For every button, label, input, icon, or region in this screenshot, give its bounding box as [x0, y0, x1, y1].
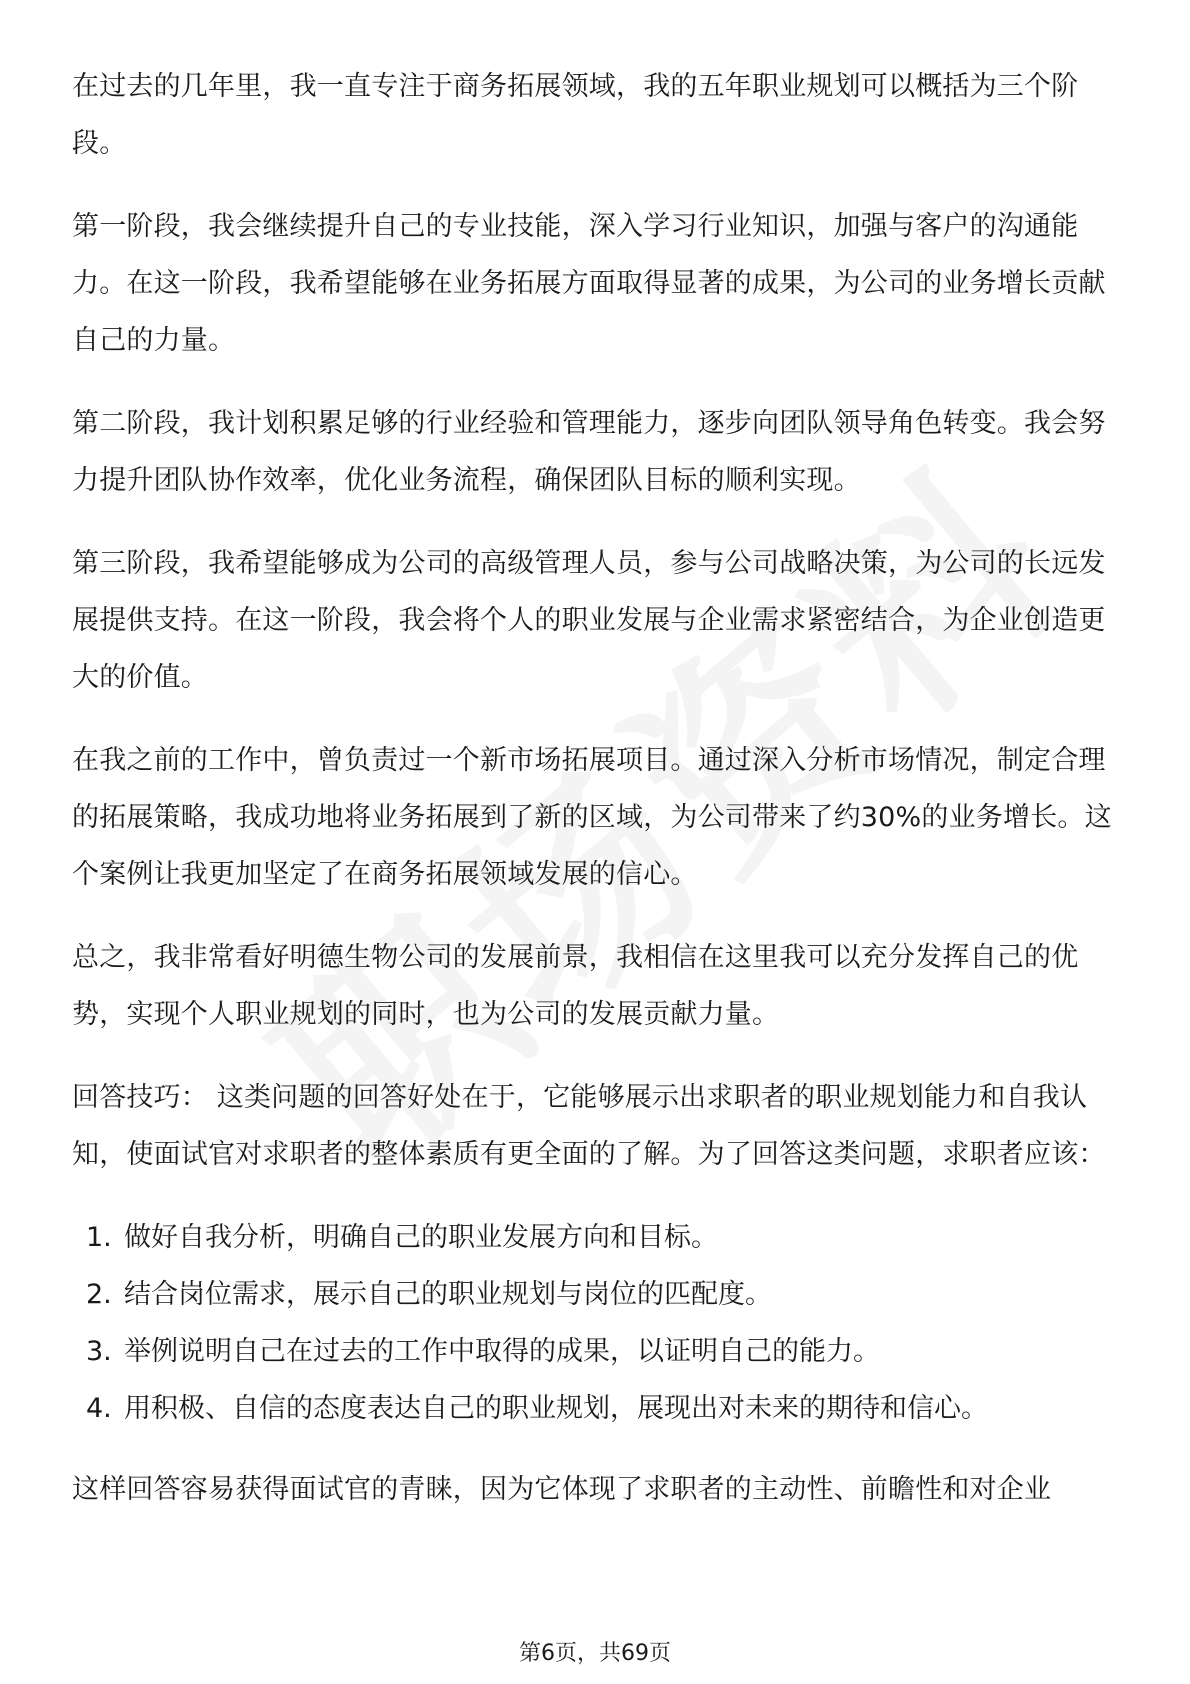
paragraph-stage-one: 第一阶段，我会继续提升自己的专业技能，深入学习行业知识，加强与客户的沟通能力。在这一阶段，我希望能够在业务拓展方面取得显著的成果，为公司的业务增长贡献自己的力量。: [72, 211, 1106, 356]
paragraph-stage-three: 第三阶段，我希望能够成为公司的高级管理人员，参与公司战略决策，为公司的长远发展提供支持。在这一阶段，我会将个人的职业发展与企业需求紧密结合，为企业创造更大的价值。: [72, 548, 1106, 693]
list-item-number: 4.: [86, 1393, 112, 1424]
list-item-number: 3.: [86, 1336, 112, 1367]
page-number-footer: 第6页，共69页: [519, 1641, 671, 1666]
paragraph-summary: 总之，我非常看好明德生物公司的发展前景，我相信在这里我可以充分发挥自己的优势，实现个人职业规划的同时，也为公司的发展贡献力量。: [72, 942, 1079, 1030]
list-item: [72, 1209, 1122, 1266]
paragraph-closing: 这样回答容易获得面试官的青睐，因为它体现了求职者的主动性、前瞻性和对企业: [72, 1474, 1052, 1505]
tips-list: [72, 1209, 1122, 1437]
list-item-number: 1.: [86, 1222, 112, 1253]
paragraph-tips-intro: 回答技巧： 这类问题的回答好处在于，它能够展示出求职者的职业规划能力和自我认知，使面试官对求职者的整体素质有更全面的了解。为了回答这类问题，求职者应该：: [72, 1082, 1106, 1170]
list-item-text: 举例说明自己在过去的工作中取得的成果，以证明自己的能力。: [124, 1336, 880, 1367]
list-item-text: 结合岗位需求，展示自己的职业规划与岗位的匹配度。: [124, 1279, 772, 1310]
paragraph-case: 在我之前的工作中，曾负责过一个新市场拓展项目。通过深入分析市场情况，制定合理的拓展策略，我成功地将业务拓展到了新的区域，为公司带来了约30%的业务增长。这个案例让我更加坚定了在商务拓展领域发展的信心。: [72, 745, 1112, 890]
document-body: [72, 58, 1122, 1544]
paragraph-stage-two: 第二阶段，我计划积累足够的行业经验和管理能力，逐步向团队领导角色转变。我会努力提升团队协作效率，优化业务流程，确保团队目标的顺利实现。: [72, 408, 1106, 496]
list-item: [72, 1380, 1122, 1437]
list-item: [72, 1266, 1122, 1323]
paragraph-intro: 在过去的几年里，我一直专注于商务拓展领域，我的五年职业规划可以概括为三个阶段。: [72, 71, 1079, 159]
list-item-number: 2.: [86, 1279, 112, 1310]
list-item: [72, 1323, 1122, 1380]
list-item-text: 做好自我分析，明确自己的职业发展方向和目标。: [124, 1222, 718, 1253]
list-item-text: 用积极、自信的态度表达自己的职业规划，展现出对未来的期待和信心。: [124, 1393, 988, 1424]
